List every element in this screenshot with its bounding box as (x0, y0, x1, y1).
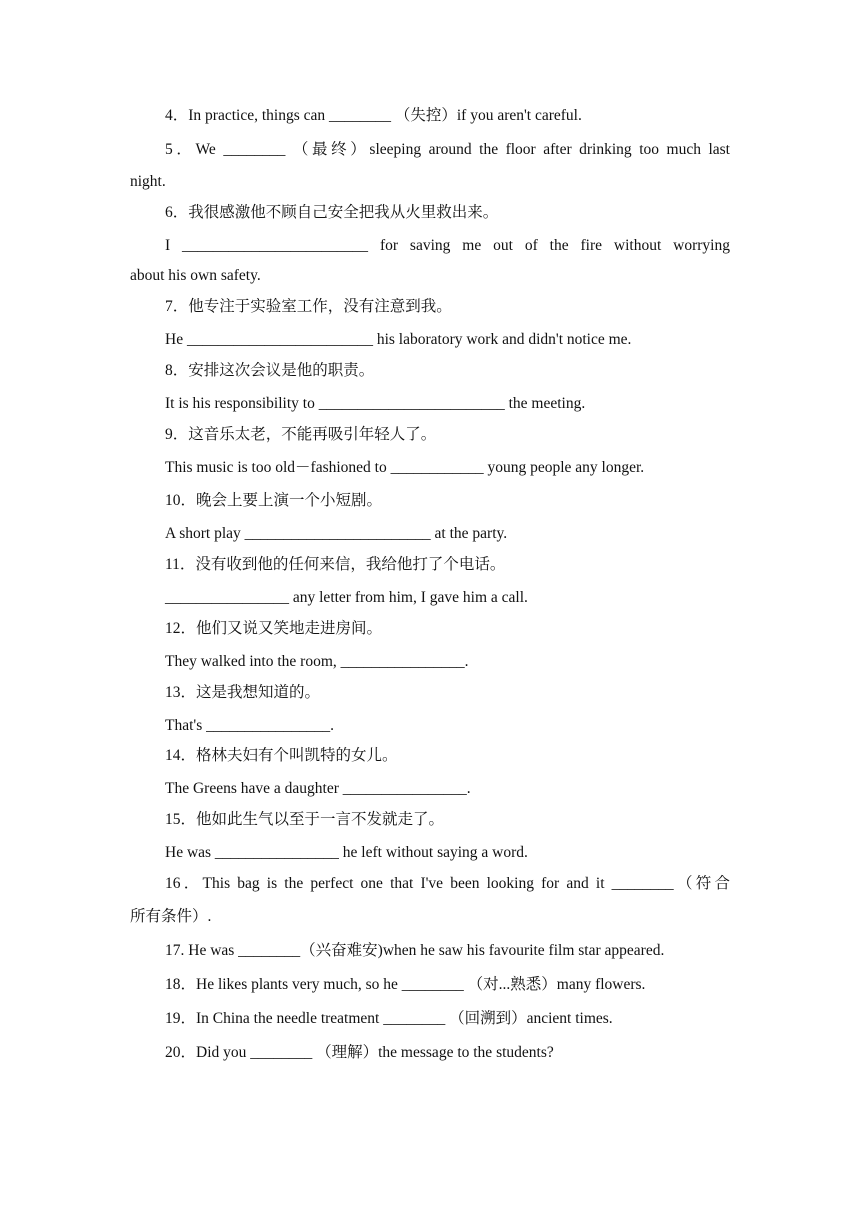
question-5-continued: night. (130, 173, 166, 190)
question-4: 4．In practice, things can ________ （失控）if you aren't careful. (165, 107, 582, 124)
question-6-answer: I ________________________ for saving me out of the fire without worrying (165, 237, 730, 254)
question-16-continued: 所有条件）. (130, 908, 212, 925)
question-12-answer: They walked into the room, ________________. (165, 653, 469, 670)
question-9-answer: This music is too old－fashioned to ____________ young people any longer. (165, 459, 645, 476)
question-12-prompt: 12．他们又说又笑地走进房间。 (165, 620, 383, 637)
question-15-answer: He was ________________ he left without saying a word. (165, 844, 528, 861)
question-15-prompt: 15．他如此生气以至于一言不发就走了。 (165, 811, 445, 828)
question-7-answer: He ________________________ his laboratory work and didn't notice me. (165, 331, 632, 348)
question-7-prompt: 7．他专注于实验室工作，没有注意到我。 (165, 298, 452, 315)
question-19: 19．In China the needle treatment ________ （回溯到）ancient times. (165, 1010, 613, 1027)
question-10-prompt: 10．晚会上要上演一个小短剧。 (165, 492, 383, 509)
question-14-answer: The Greens have a daughter ________________. (165, 780, 471, 797)
question-17: 17. He was ________（兴奋难安)when he saw his favourite film star appeared. (165, 942, 665, 959)
question-6-answer-continued: about his own safety. (130, 267, 261, 284)
question-16: 16．This bag is the perfect one that I've been looking for and it ________（符合 (165, 875, 730, 892)
question-13-prompt: 13．这是我想知道的。 (165, 684, 321, 701)
question-5: 5．We ________ （最终）sleeping around the floor after drinking too much last (165, 141, 730, 158)
question-9-prompt: 9．这音乐太老，不能再吸引年轻人了。 (165, 426, 437, 443)
question-11-prompt: 11．没有收到他的任何来信，我给他打了个电话。 (165, 556, 506, 573)
question-8-prompt: 8．安排这次会议是他的职责。 (165, 362, 375, 379)
question-13-answer: That's ________________. (165, 717, 334, 734)
question-10-answer: A short play ________________________ at the party. (165, 525, 508, 542)
question-8-answer: It is his responsibility to ________________________ the meeting. (165, 395, 586, 412)
question-6-prompt: 6．我很感激他不顾自己安全把我从火里救出来。 (165, 204, 499, 221)
question-11-answer: ________________ any letter from him, I gave him a call. (165, 589, 528, 606)
question-20: 20．Did you ________ （理解）the message to the students? (165, 1044, 554, 1061)
question-14-prompt: 14．格林夫妇有个叫凯特的女儿。 (165, 747, 398, 764)
question-18: 18．He likes plants very much, so he ________ （对...熟悉）many flowers. (165, 976, 646, 993)
